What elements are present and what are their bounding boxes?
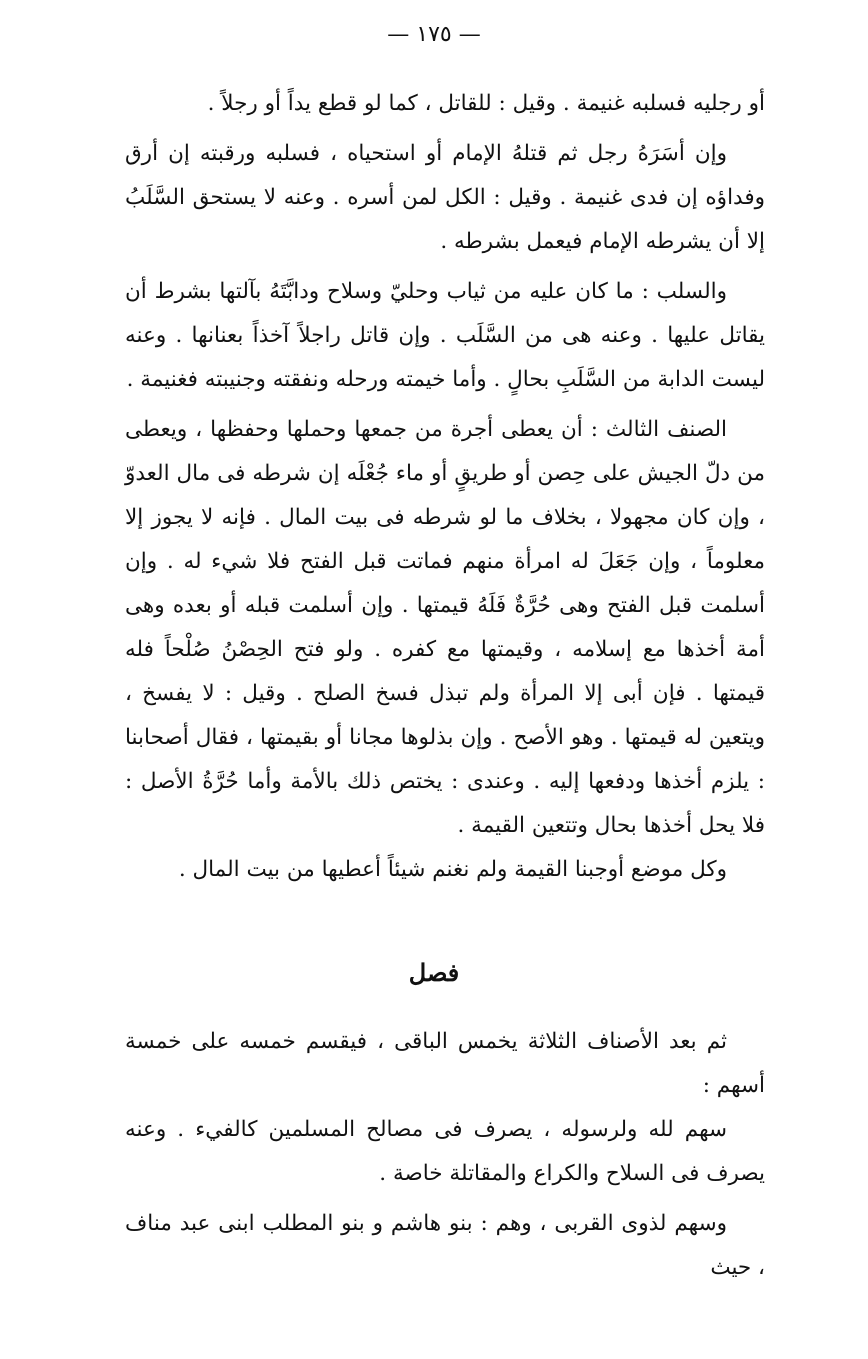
paragraph: الصنف الثالث : أن يعطى أجرة من جمعها وحملها وحفظها ، ويعطى من دلّ الجيش على حِصن أو طريقٍ أو ماء جُعْلَه إن شرطه فى مال العدوّ ، وإن كان مجهولا ، بخلاف ما لو شرطه فى بيت المال . فإنه لا يجوز إلا معلوماً ، وإن جَعَلَ له امرأة منهم فماتت قبل الفتح فلا شيء له . وإن أسلمت قبل الفتح وهى حُرَّةٌ فَلَهُ قيمتها . وإن أسلمت قبله أو بعده وهى أمة أخذها مع إسلامه ، وقيمتها مع كفره . ولو فتح الحِصْنُ صُلْحاً فله قيمتها . فإن أبى إلا المرأة ولم تبذل فسخ الصلح . وقيل : لا يفسخ ، ويتعين له قيمتها . وهو الأصح . وإن بذلوها مجانا أو بقيمتها ، فقال أصحابنا : يلزم أخذها ودفعها إليه . وعندى : يختص ذلك بالأمة وأما حُرَّةُ الأصل : فلا يحل أخذها بحال وتتعين القيمة . — [125, 417, 765, 838]
paragraph: وكل موضع أوجبنا القيمة ولم نغنم شيئاً أعطيها من بيت المال . — [178, 857, 727, 882]
paragraph: ثم بعد الأصناف الثلاثة يخمس الباقى ، فيقسم خمسه على خمسة أسهم : — [125, 1029, 765, 1098]
section-heading: فصل — [408, 958, 460, 987]
paragraph: وسهم لذوى القربى ، وهم : بنو هاشم و بنو المطلب ابنى عبد مناف ، حيث — [125, 1211, 765, 1280]
paragraph: والسلب : ما كان عليه من ثياب وحليّ وسلاح ودابَّتَهُ بآلتها بشرط أن يقاتل عليها . وعنه هى من السَّلَب . وإن قاتل راجلاً آخذاً بعنانها . وعنه ليست الدابة من السَّلَبِ بحالٍ . وأما خيمته ورحله ونفقته وجنيبته فغنيمة . — [125, 279, 765, 392]
paragraph: وإن أسَرَهُ رجل ثم قتلهُ الإمام أو استحياه ، فسلبه ورقبته إن أرق وفداؤه إن فدى غنيمة . وقيل : الكل لمن أسره . وعنه لا يستحق السَّلَبُ إلا أن يشرطه الإمام فيعمل بشرطه . — [125, 141, 765, 254]
text-section-upper — [125, 82, 765, 892]
paragraph: أو رجليه فسلبه غنيمة . وقيل : للقاتل ، كما لو قطع يداً أو رجلاً . — [207, 91, 765, 116]
text-section-lower — [125, 1020, 765, 1290]
paragraph: سهم لله ولرسوله ، يصرف فى مصالح المسلمين كالفيء . وعنه يصرف فى السلاح والكراع والمقاتلة خاصة . — [125, 1117, 765, 1186]
page-number: — ١٧٥ — — [387, 22, 481, 47]
